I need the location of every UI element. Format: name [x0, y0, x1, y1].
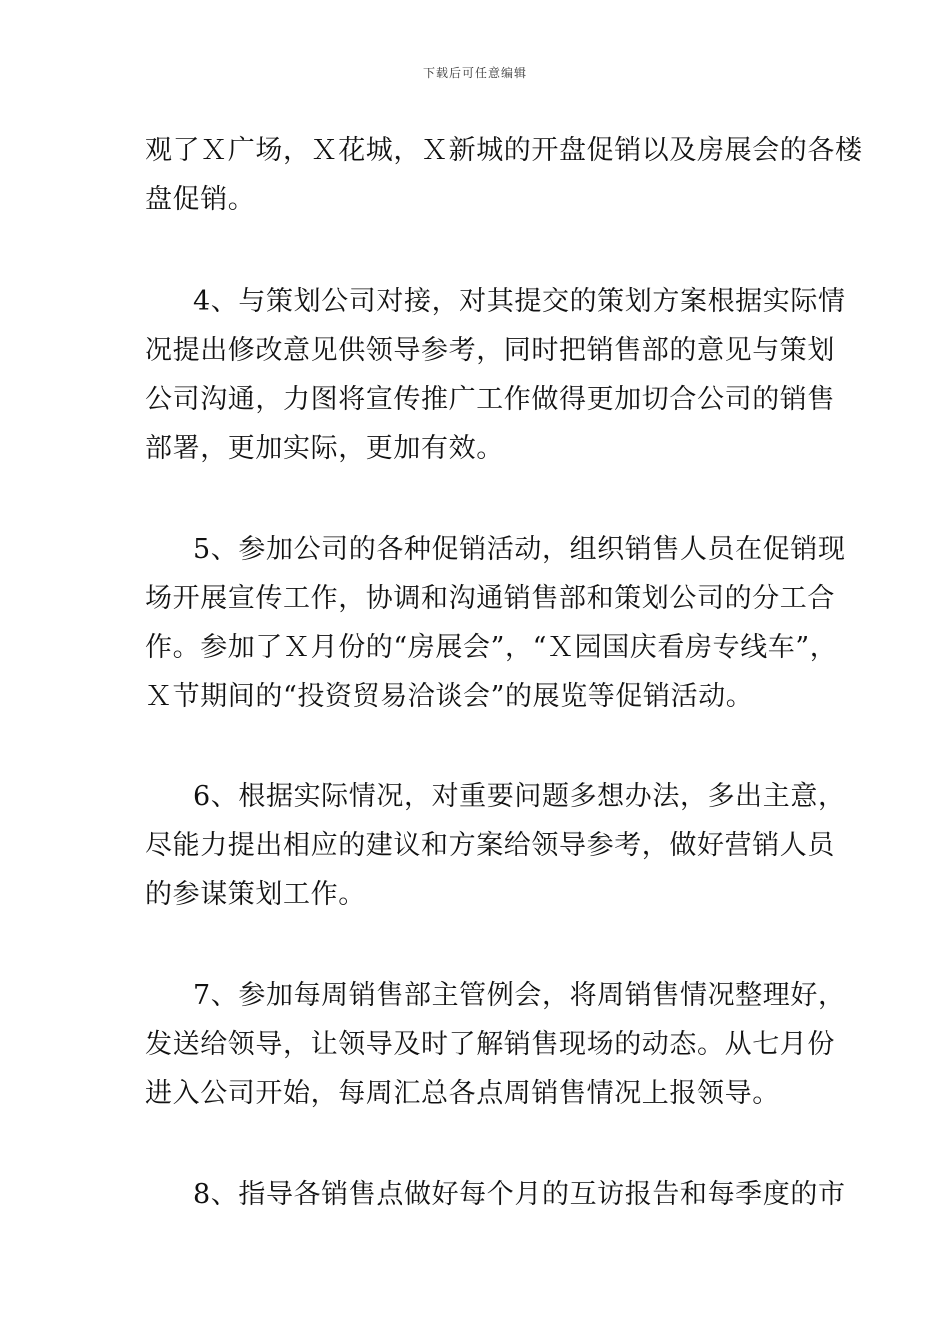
page-header: 下载后可任意编辑 — [422, 66, 527, 80]
paragraph-line: 进入公司开始，每周汇总各点周销售情况上报领导。 — [145, 1078, 780, 1109]
paragraph-line: 盘促销。 — [145, 184, 256, 215]
paragraph-line: 6、根据实际情况，对重要问题多想办法，多出主意， — [193, 781, 846, 812]
paragraph-line: Ｘ节期间的“投资贸易洽谈会”的展览等促销活动。 — [145, 681, 754, 712]
paragraph-line: 7、参加每周销售部主管例会，将周销售情况整理好， — [193, 980, 846, 1011]
paragraph-line: 4、与策划公司对接，对其提交的策划方案根据实际情 — [193, 286, 846, 317]
paragraph-line: 尽能力提出相应的建议和方案给领导参考，做好营销人员 — [145, 830, 835, 861]
paragraph-line: 的参谋策划工作。 — [145, 879, 366, 910]
paragraph-line: 况提出修改意见供领导参考，同时把销售部的意见与策划 — [145, 335, 835, 366]
paragraph-line: 公司沟通，力图将宣传推广工作做得更加切合公司的销售 — [145, 384, 835, 415]
paragraph-line: 作。参加了Ｘ月份的“房展会”，“Ｘ园国庆看房专线车”， — [145, 632, 838, 663]
paragraph-line: 部署，更加实际，更加有效。 — [145, 433, 504, 464]
paragraph-line: 观了Ｘ广场，Ｘ花城，Ｘ新城的开盘促销以及房展会的各楼 — [145, 135, 863, 166]
paragraph-line: 发送给领导，让领导及时了解销售现场的动态。从七月份 — [145, 1029, 835, 1060]
paragraph-line: 8、指导各销售点做好每个月的互访报告和每季度的市 — [193, 1179, 846, 1210]
paragraph-line: 场开展宣传工作，协调和沟通销售部和策划公司的分工合 — [145, 583, 835, 614]
paragraph-line: 5、参加公司的各种促销活动，组织销售人员在促销现 — [193, 534, 846, 565]
